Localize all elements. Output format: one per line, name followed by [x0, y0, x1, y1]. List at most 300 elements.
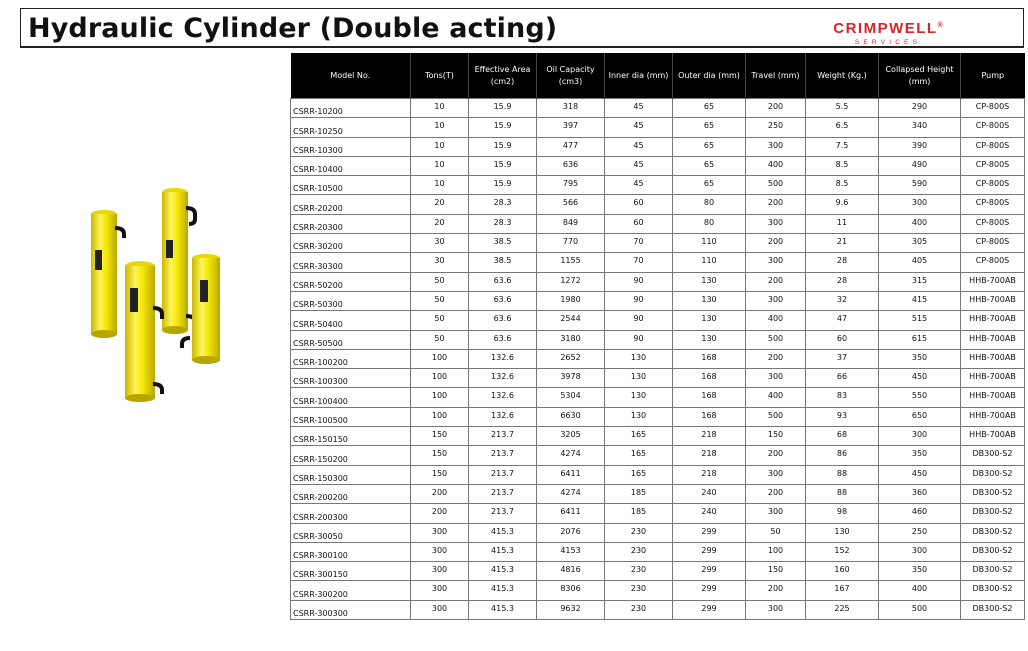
table-cell: 300	[746, 137, 806, 156]
table-cell: 770	[537, 234, 605, 253]
table-cell: 60	[605, 195, 673, 214]
table-cell: HHB-700AB	[961, 407, 1025, 426]
table-cell: 38.5	[469, 234, 537, 253]
table-cell: 300	[411, 562, 469, 581]
table-cell: 849	[537, 214, 605, 233]
table-row	[291, 291, 1025, 310]
table-cell: 6411	[537, 465, 605, 484]
column-header: Collapsed Height (mm)	[879, 53, 961, 99]
table-cell: 10	[411, 156, 469, 175]
table-cell: DB300-S2	[961, 465, 1025, 484]
table-cell: 2544	[537, 311, 605, 330]
table-cell: 60	[605, 214, 673, 233]
table-cell: 500	[746, 330, 806, 349]
table-cell: 400	[879, 214, 961, 233]
table-cell: 240	[673, 504, 746, 523]
table-cell: 20	[411, 214, 469, 233]
model-number-cell: CSRR-300150	[291, 562, 411, 581]
table-cell: 5304	[537, 388, 605, 407]
model-number-cell: CSRR-10200	[291, 99, 411, 118]
table-cell: 2076	[537, 523, 605, 542]
table-cell: 130	[605, 388, 673, 407]
table-cell: 80	[673, 195, 746, 214]
table-cell: 90	[605, 330, 673, 349]
table-cell: 477	[537, 137, 605, 156]
table-cell: 218	[673, 465, 746, 484]
table-cell: 350	[879, 446, 961, 465]
table-cell: 290	[879, 99, 961, 118]
table-cell: 165	[605, 446, 673, 465]
table-row	[291, 562, 1025, 581]
table-cell: 28	[806, 272, 879, 291]
table-cell: 80	[673, 214, 746, 233]
table-cell: 213.7	[469, 446, 537, 465]
table-cell: 590	[879, 176, 961, 195]
table-cell: 240	[673, 484, 746, 503]
table-cell: 132.6	[469, 407, 537, 426]
table-cell: 500	[746, 176, 806, 195]
table-cell: 168	[673, 388, 746, 407]
table-cell: 360	[879, 484, 961, 503]
table-cell: 225	[806, 600, 879, 619]
table-cell: DB300-S2	[961, 542, 1025, 561]
table-row	[291, 349, 1025, 368]
model-number-cell: CSRR-30300	[291, 253, 411, 272]
column-header: Weight (Kg.)	[806, 53, 879, 99]
table-cell: 10	[411, 176, 469, 195]
table-cell: 152	[806, 542, 879, 561]
table-cell: 88	[806, 484, 879, 503]
table-cell: 6630	[537, 407, 605, 426]
table-cell: 300	[746, 253, 806, 272]
table-cell: 615	[879, 330, 961, 349]
table-cell: 15.9	[469, 176, 537, 195]
table-cell: 400	[879, 581, 961, 600]
table-cell: 63.6	[469, 291, 537, 310]
table-row	[291, 465, 1025, 484]
table-cell: 200	[411, 484, 469, 503]
table-cell: 185	[605, 484, 673, 503]
table-row	[291, 369, 1025, 388]
column-header: Inner dia (mm)	[605, 53, 673, 99]
table-cell: 340	[879, 118, 961, 137]
table-cell: 8.5	[806, 156, 879, 175]
table-cell: 300	[879, 427, 961, 446]
table-cell: 110	[673, 253, 746, 272]
model-number-cell: CSRR-200300	[291, 504, 411, 523]
table-cell: 300	[411, 523, 469, 542]
table-cell: 38.5	[469, 253, 537, 272]
table-cell: 45	[605, 137, 673, 156]
title-bar	[20, 8, 1024, 48]
table-cell: 168	[673, 369, 746, 388]
table-cell: 250	[879, 523, 961, 542]
table-row	[291, 176, 1025, 195]
table-cell: 300	[746, 465, 806, 484]
table-cell: 200	[411, 504, 469, 523]
table-cell: 132.6	[469, 388, 537, 407]
logo-main-text: CRIMPWELL	[833, 20, 938, 37]
table-cell: HHB-700AB	[961, 311, 1025, 330]
table-body	[291, 99, 1025, 620]
table-cell: 213.7	[469, 484, 537, 503]
table-cell: 390	[879, 137, 961, 156]
table-cell: 230	[605, 542, 673, 561]
table-cell: 68	[806, 427, 879, 446]
table-cell: 63.6	[469, 330, 537, 349]
table-cell: 10	[411, 118, 469, 137]
table-cell: 47	[806, 311, 879, 330]
table-cell: 168	[673, 407, 746, 426]
table-cell: 400	[746, 156, 806, 175]
table-cell: 15.9	[469, 156, 537, 175]
table-cell: 65	[673, 176, 746, 195]
column-header: Oil Capacity (cm3)	[537, 53, 605, 99]
table-cell: 167	[806, 581, 879, 600]
table-cell: 100	[411, 407, 469, 426]
table-cell: 3180	[537, 330, 605, 349]
table-cell: DB300-S2	[961, 581, 1025, 600]
model-number-cell: CSRR-100200	[291, 349, 411, 368]
table-cell: 15.9	[469, 118, 537, 137]
table-cell: HHB-700AB	[961, 349, 1025, 368]
table-cell: CP-800S	[961, 137, 1025, 156]
table-cell: 65	[673, 99, 746, 118]
table-cell: 93	[806, 407, 879, 426]
model-number-cell: CSRR-50200	[291, 272, 411, 291]
table-cell: 350	[879, 562, 961, 581]
table-cell: 450	[879, 369, 961, 388]
table-cell: 415.3	[469, 581, 537, 600]
table-cell: 5.5	[806, 99, 879, 118]
table-cell: 30	[411, 253, 469, 272]
table-cell: 165	[605, 427, 673, 446]
column-header: Model No.	[291, 53, 411, 99]
table-cell: 37	[806, 349, 879, 368]
table-cell: 83	[806, 388, 879, 407]
table-cell: 200	[746, 484, 806, 503]
table-cell: DB300-S2	[961, 523, 1025, 542]
table-row	[291, 156, 1025, 175]
table-cell: CP-800S	[961, 176, 1025, 195]
table-row	[291, 542, 1025, 561]
model-number-cell: CSRR-10250	[291, 118, 411, 137]
table-cell: 300	[879, 542, 961, 561]
table-cell: 550	[879, 388, 961, 407]
table-cell: 150	[746, 562, 806, 581]
table-cell: 4274	[537, 446, 605, 465]
table-cell: 50	[411, 291, 469, 310]
table-cell: 50	[411, 272, 469, 291]
table-cell: 415.3	[469, 542, 537, 561]
table-cell: 45	[605, 156, 673, 175]
column-header: Outer dia (mm)	[673, 53, 746, 99]
table-cell: 3205	[537, 427, 605, 446]
model-number-cell: CSRR-30200	[291, 234, 411, 253]
table-cell: 90	[605, 311, 673, 330]
table-cell: 350	[879, 349, 961, 368]
cylinder-left	[91, 210, 124, 338]
logo-sub-text: SERVICES	[854, 39, 922, 46]
table-row	[291, 137, 1025, 156]
table-row	[291, 407, 1025, 426]
table-header-row	[291, 53, 1025, 99]
page-title: Hydraulic Cylinder (Double acting)	[28, 13, 558, 44]
model-number-cell: CSRR-300200	[291, 581, 411, 600]
table-cell: 213.7	[469, 504, 537, 523]
table-cell: 15.9	[469, 99, 537, 118]
table-cell: DB300-S2	[961, 446, 1025, 465]
table-row	[291, 311, 1025, 330]
table-cell: 6411	[537, 504, 605, 523]
table-cell: 405	[879, 253, 961, 272]
model-number-cell: CSRR-200200	[291, 484, 411, 503]
table-cell: 636	[537, 156, 605, 175]
table-cell: 500	[879, 600, 961, 619]
table-cell: 218	[673, 446, 746, 465]
table-cell: 4153	[537, 542, 605, 561]
table-cell: 515	[879, 311, 961, 330]
table-cell: 88	[806, 465, 879, 484]
table-cell: 397	[537, 118, 605, 137]
table-cell: 460	[879, 504, 961, 523]
table-cell: 415	[879, 291, 961, 310]
table-cell: 10	[411, 137, 469, 156]
table-cell: 66	[806, 369, 879, 388]
logo-registered-mark: ®	[937, 22, 943, 29]
table-cell: 230	[605, 581, 673, 600]
table-row	[291, 484, 1025, 503]
table-cell: DB300-S2	[961, 600, 1025, 619]
model-number-cell: CSRR-30050	[291, 523, 411, 542]
table-cell: 130	[673, 311, 746, 330]
table-cell: 8.5	[806, 176, 879, 195]
table-cell: 315	[879, 272, 961, 291]
table-cell: 65	[673, 118, 746, 137]
table-cell: 100	[411, 388, 469, 407]
hydraulic-cylinders-image	[78, 188, 238, 403]
table-row	[291, 118, 1025, 137]
table-cell: 20	[411, 195, 469, 214]
table-cell: DB300-S2	[961, 484, 1025, 503]
table-cell: 300	[746, 600, 806, 619]
table-cell: 300	[746, 369, 806, 388]
table-row	[291, 272, 1025, 291]
table-cell: CP-800S	[961, 99, 1025, 118]
table-cell: 28.3	[469, 214, 537, 233]
column-header: Travel (mm)	[746, 53, 806, 99]
table-cell: 130	[673, 291, 746, 310]
table-row	[291, 523, 1025, 542]
table-cell: 45	[605, 99, 673, 118]
table-cell: 415.3	[469, 562, 537, 581]
table-cell: 130	[605, 349, 673, 368]
cylinder-back	[162, 188, 195, 334]
table-cell: 490	[879, 156, 961, 175]
table-cell: 165	[605, 465, 673, 484]
table-cell: 100	[746, 542, 806, 561]
table-cell: 4274	[537, 484, 605, 503]
table-cell: 400	[746, 388, 806, 407]
table-row	[291, 446, 1025, 465]
table-cell: 28	[806, 253, 879, 272]
specifications-table	[290, 53, 1025, 620]
table-cell: CP-800S	[961, 253, 1025, 272]
table-cell: 300	[411, 600, 469, 619]
table-cell: 28.3	[469, 195, 537, 214]
table-cell: 63.6	[469, 272, 537, 291]
table-cell: HHB-700AB	[961, 427, 1025, 446]
cylinder-front	[125, 261, 162, 402]
table-cell: 218	[673, 427, 746, 446]
table-row	[291, 330, 1025, 349]
table-cell: 200	[746, 272, 806, 291]
table-cell: 32	[806, 291, 879, 310]
table-cell: DB300-S2	[961, 562, 1025, 581]
table-cell: 300	[746, 291, 806, 310]
table-cell: 132.6	[469, 369, 537, 388]
table-cell: 9632	[537, 600, 605, 619]
table-row	[291, 581, 1025, 600]
table-cell: 795	[537, 176, 605, 195]
table-cell: 230	[605, 600, 673, 619]
table-cell: 213.7	[469, 427, 537, 446]
table-cell: 1272	[537, 272, 605, 291]
model-number-cell: CSRR-10300	[291, 137, 411, 156]
table-cell: 8306	[537, 581, 605, 600]
table-cell: 415.3	[469, 523, 537, 542]
table-cell: 185	[605, 504, 673, 523]
table-cell: 200	[746, 581, 806, 600]
table-cell: 200	[746, 446, 806, 465]
table-cell: 150	[746, 427, 806, 446]
table-cell: CP-800S	[961, 156, 1025, 175]
table-cell: 300	[746, 504, 806, 523]
table-cell: 150	[411, 465, 469, 484]
table-cell: 130	[673, 330, 746, 349]
table-cell: 130	[605, 369, 673, 388]
table-row	[291, 214, 1025, 233]
model-number-cell: CSRR-150150	[291, 427, 411, 446]
table-cell: 21	[806, 234, 879, 253]
table-row	[291, 99, 1025, 118]
table-cell: 70	[605, 253, 673, 272]
model-number-cell: CSRR-50500	[291, 330, 411, 349]
table-cell: 10	[411, 99, 469, 118]
table-cell: 90	[605, 291, 673, 310]
table-row	[291, 600, 1025, 619]
table-cell: 65	[673, 156, 746, 175]
table-cell: 500	[746, 407, 806, 426]
table-cell: 299	[673, 523, 746, 542]
table-cell: 299	[673, 600, 746, 619]
table-cell: 6.5	[806, 118, 879, 137]
model-number-cell: CSRR-50400	[291, 311, 411, 330]
table-row	[291, 253, 1025, 272]
table-cell: 160	[806, 562, 879, 581]
table-cell: 132.6	[469, 349, 537, 368]
table-cell: 45	[605, 176, 673, 195]
table-cell: 400	[746, 311, 806, 330]
table-cell: 90	[605, 272, 673, 291]
table-cell: 9.6	[806, 195, 879, 214]
table-cell: 299	[673, 542, 746, 561]
table-cell: 200	[746, 349, 806, 368]
table-cell: HHB-700AB	[961, 330, 1025, 349]
table-row	[291, 195, 1025, 214]
table-cell: 130	[605, 407, 673, 426]
table-cell: 100	[411, 369, 469, 388]
table-cell: HHB-700AB	[961, 388, 1025, 407]
table-cell: 299	[673, 562, 746, 581]
table-cell: 168	[673, 349, 746, 368]
table-cell: 200	[746, 195, 806, 214]
table-cell: 110	[673, 234, 746, 253]
table-cell: 1980	[537, 291, 605, 310]
table-cell: 130	[673, 272, 746, 291]
table-cell: HHB-700AB	[961, 272, 1025, 291]
brand-logo	[833, 18, 943, 47]
table-cell: 63.6	[469, 311, 537, 330]
table-cell: 213.7	[469, 465, 537, 484]
table-cell: DB300-S2	[961, 504, 1025, 523]
table-cell: 300	[746, 214, 806, 233]
table-cell: 50	[746, 523, 806, 542]
model-number-cell: CSRR-150200	[291, 446, 411, 465]
table-cell: CP-800S	[961, 195, 1025, 214]
table-cell: 4816	[537, 562, 605, 581]
table-row	[291, 234, 1025, 253]
table-cell: 230	[605, 562, 673, 581]
table-cell: 305	[879, 234, 961, 253]
table-cell: 50	[411, 330, 469, 349]
model-number-cell: CSRR-100400	[291, 388, 411, 407]
model-number-cell: CSRR-20300	[291, 214, 411, 233]
table-cell: 300	[411, 581, 469, 600]
table-cell: 230	[605, 523, 673, 542]
table-cell: 200	[746, 234, 806, 253]
model-number-cell: CSRR-150300	[291, 465, 411, 484]
table-cell: 65	[673, 137, 746, 156]
table-cell: 566	[537, 195, 605, 214]
table-cell: 7.5	[806, 137, 879, 156]
table-cell: 300	[411, 542, 469, 561]
model-number-cell: CSRR-100500	[291, 407, 411, 426]
table-cell: HHB-700AB	[961, 291, 1025, 310]
table-row	[291, 388, 1025, 407]
model-number-cell: CSRR-300300	[291, 600, 411, 619]
table-cell: 11	[806, 214, 879, 233]
model-number-cell: CSRR-300100	[291, 542, 411, 561]
model-number-cell: CSRR-10400	[291, 156, 411, 175]
table-cell: 1155	[537, 253, 605, 272]
table-cell: 150	[411, 446, 469, 465]
table-cell: 86	[806, 446, 879, 465]
table-cell: 50	[411, 311, 469, 330]
table-cell: 318	[537, 99, 605, 118]
table-cell: 150	[411, 427, 469, 446]
table-cell: 650	[879, 407, 961, 426]
table-cell: 30	[411, 234, 469, 253]
table-cell: HHB-700AB	[961, 369, 1025, 388]
table-row	[291, 504, 1025, 523]
table-cell: CP-800S	[961, 118, 1025, 137]
table-cell: 2652	[537, 349, 605, 368]
table-cell: 3978	[537, 369, 605, 388]
table-cell: 15.9	[469, 137, 537, 156]
table-cell: 98	[806, 504, 879, 523]
table-cell: 200	[746, 99, 806, 118]
